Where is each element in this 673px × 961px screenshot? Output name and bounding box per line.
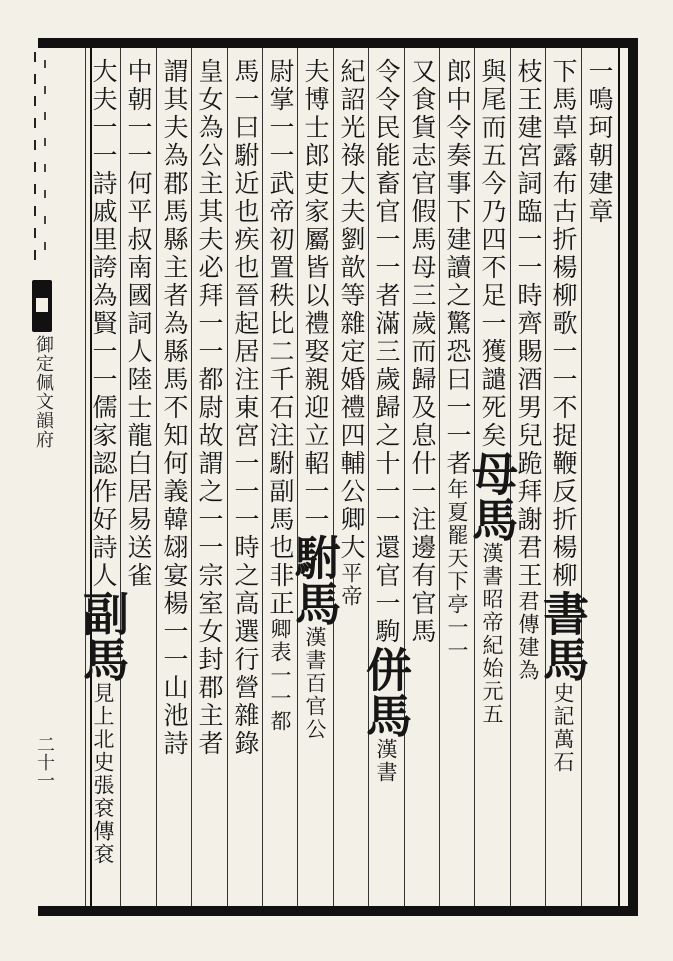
text-column	[121, 58, 155, 900]
margin-ornament	[34, 52, 36, 272]
text-column	[334, 58, 368, 900]
source-note: 見上北史張袞傳袞	[91, 682, 115, 866]
frame-bottom-border	[38, 906, 636, 916]
body-text: 紀詔光祿大夫劉歆等雜定婚禮四輔公卿大	[337, 58, 366, 562]
text-column	[76, 58, 130, 900]
source-note: 漢書百官公	[303, 626, 327, 741]
body-text: 又食貨志官假馬母三歲而歸及息什一注邊有官馬	[408, 58, 437, 646]
body-text: 馬一曰駙近也疾也晉起居注東宮一一一時之高選行營雜錄	[231, 58, 260, 758]
body-text: 與尾而五今乃四不足一獲譴死矣	[478, 58, 507, 450]
body-text: 大夫一一詩戚里誇為賢一一儒家認作好詩人	[89, 58, 118, 590]
headword: 馬	[288, 580, 342, 626]
margin-page-number: 二十一	[34, 735, 55, 789]
headword: 馬	[76, 636, 130, 682]
headword: 書	[536, 590, 590, 636]
frame-right-border	[628, 38, 638, 916]
headword: 副	[76, 590, 130, 636]
headword: 母	[465, 450, 519, 496]
body-text: 下馬草露布古折楊柳歌一一不捉鞭反折楊柳	[549, 58, 578, 590]
headword: 馬	[359, 692, 413, 738]
text-column	[192, 58, 226, 900]
headword: 馬	[536, 636, 590, 682]
margin-ornament-secondary	[44, 60, 46, 260]
body-text: 皇女為公主其夫必拜一一都尉故謂之一一宗室女封郡主者	[195, 58, 224, 758]
headword: 併	[359, 646, 413, 692]
body-text: 夫博士郎吏家屬皆以禮娶親迎立軺一一	[301, 58, 330, 534]
body-text: 中朝一一何平叔南國詞人陸士龍白居易送雀	[124, 58, 153, 590]
source-note: 漢書	[374, 738, 398, 784]
text-column	[440, 58, 474, 900]
text-column	[263, 58, 297, 900]
text-column	[157, 58, 191, 900]
frame-top-border	[38, 38, 636, 48]
source-note: 平帝	[339, 562, 363, 608]
source-note: 史記萬石	[551, 682, 575, 774]
body-text: 郎中令奏事下建讀之驚恐曰一一者	[443, 58, 472, 478]
headword: 馬	[465, 496, 519, 542]
body-text: 尉掌一一武帝初置秩比二千石注駙副馬也非正	[266, 58, 295, 618]
body-text: 謂其夫為郡馬縣主者為縣馬不知何義韓翃宴楊一一山池詩	[160, 58, 189, 758]
source-note: 卿表一一都	[268, 618, 292, 733]
headword: 駙	[288, 534, 342, 580]
source-note: 漢書昭帝紀始元五	[480, 542, 504, 726]
fish-tail-mark-icon	[32, 280, 52, 332]
text-column	[359, 58, 413, 900]
text-column	[288, 58, 342, 900]
body-text: 令令民能畜官一一者滿三歲歸之十一一還官一駒	[372, 58, 401, 646]
text-column	[465, 58, 519, 900]
body-text: 朝建章	[585, 142, 614, 226]
body-text: 一鳴珂	[585, 58, 614, 142]
source-note: 君傳建為	[516, 590, 540, 682]
text-column	[228, 58, 262, 900]
text-column	[536, 58, 590, 900]
body-text: 枝王建宮詞臨一一時齊賜酒男兒跪拜謝君王	[514, 58, 543, 590]
text-column	[405, 58, 439, 900]
margin-book-title: 御定佩文韻府	[33, 335, 54, 449]
frame-right-inner-rule	[618, 48, 620, 906]
text-column	[582, 58, 616, 900]
source-note: 年夏罷天下亭一一	[445, 478, 469, 662]
